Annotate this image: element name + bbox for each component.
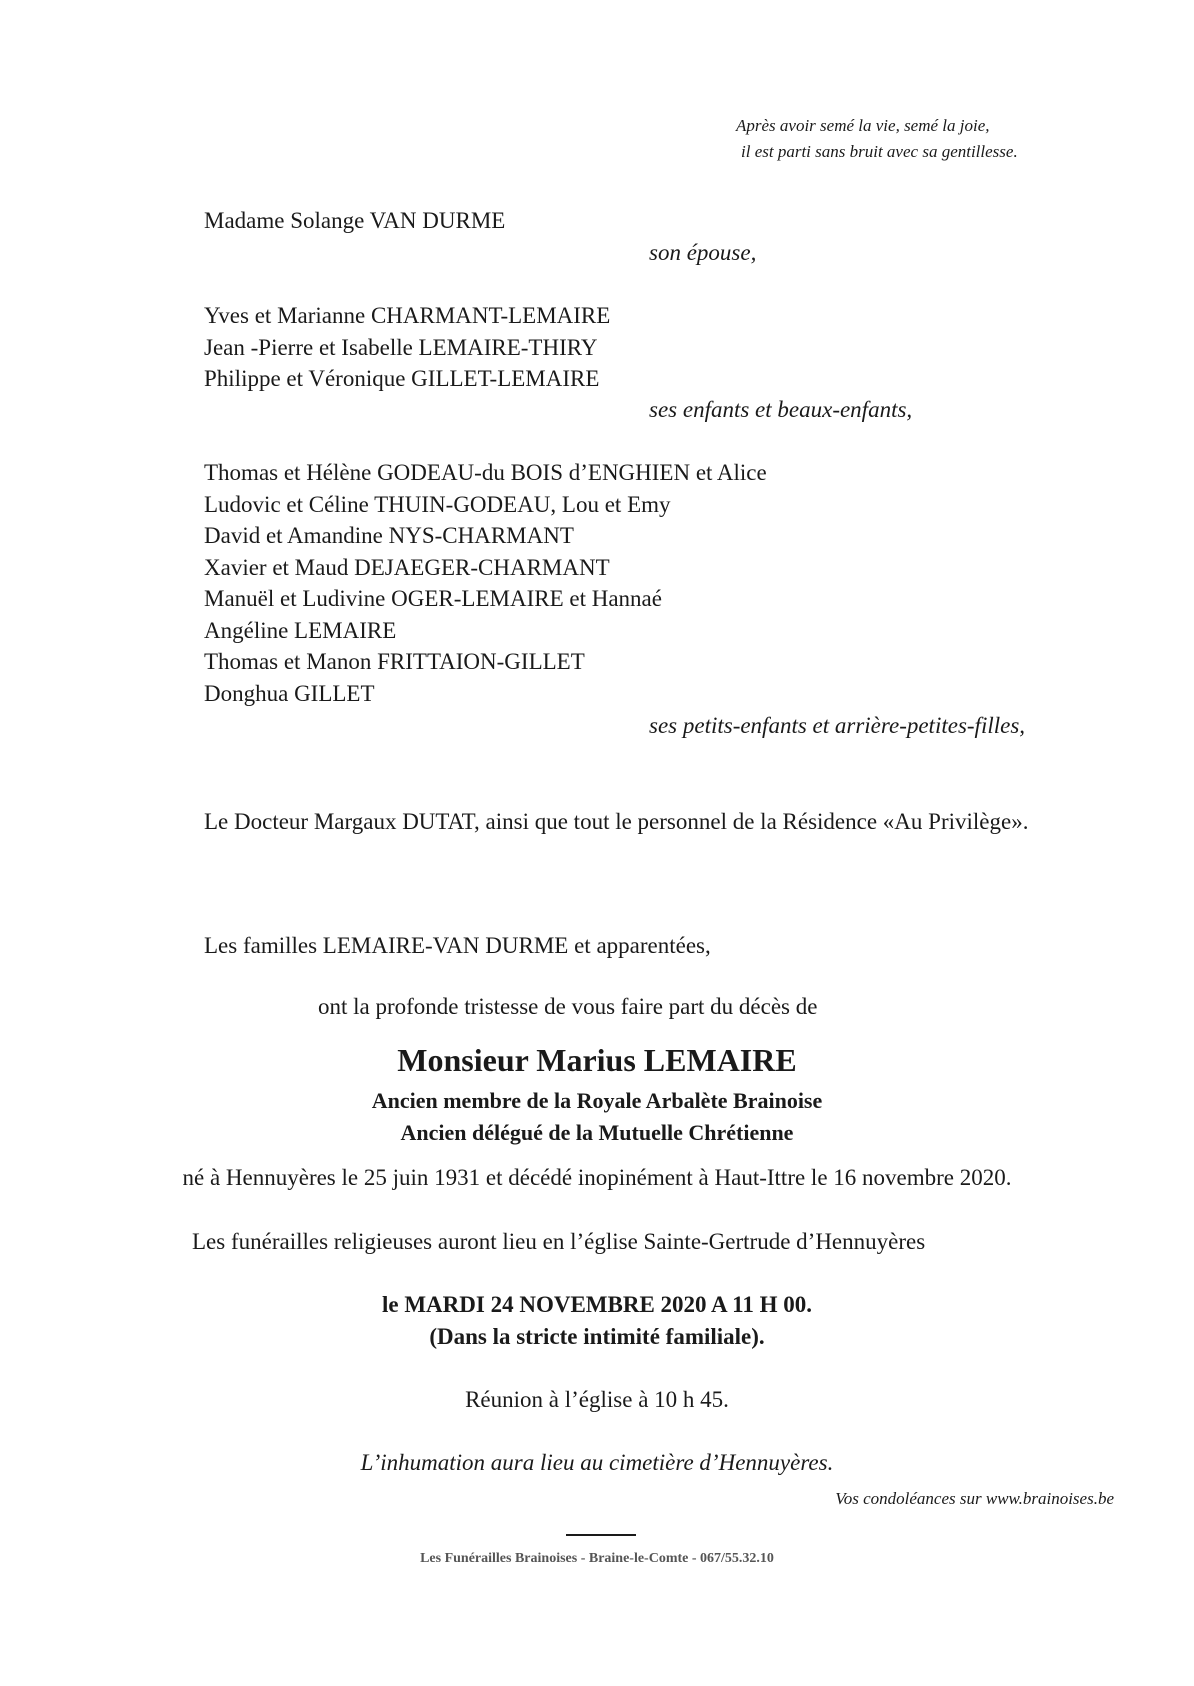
children-relation: ses enfants et beaux-enfants, (649, 397, 913, 422)
grandchildren-list (204, 457, 767, 709)
grandchild-entry: Ludovic et Céline THUIN-GODEAU, Lou et Emy (204, 491, 671, 517)
spouse-relation: son épouse, (649, 240, 757, 265)
grandchild-entry: Thomas et Manon FRITTAION-GILLET (204, 649, 585, 674)
child-entry: Philippe et Véronique GILLET-LEMAIRE (204, 366, 600, 391)
epigraph-line-2: il est parti sans bruit avec sa gentillesse. (741, 142, 1018, 161)
grandchild-entry: Xavier et Maud DEJAEGER-CHARMANT (204, 554, 610, 580)
funeral-date: le MARDI 24 NOVEMBRE 2020 A 11 H 00. (382, 1292, 812, 1317)
grandchildren-relation: ses petits-enfants et arrière-petites-filles, (649, 713, 1026, 738)
child-entry: Jean -Pierre et Isabelle LEMAIRE-THIRY (204, 334, 598, 360)
meeting-line: Réunion à l’église à 10 h 45. (465, 1387, 729, 1412)
condolences-line: Vos condoléances sur www.brainoises.be (835, 1489, 1114, 1508)
children-list (204, 300, 610, 395)
grandchild-entry: Angéline LEMAIRE (204, 617, 397, 643)
epigraph-line-1: Après avoir semé la vie, semé la joie, (736, 116, 990, 135)
families-line: Les familles LEMAIRE-VAN DURME et apparentées, (204, 933, 711, 958)
funeral-note: (Dans la stricte intimité familiale). (429, 1324, 765, 1349)
spouse-name: Madame Solange VAN DURME (204, 208, 506, 233)
deceased-title-1: Ancien membre de la Royale Arbalète Brainoise (371, 1088, 823, 1113)
grandchild-entry: David et Amandine NYS-CHARMANT (204, 523, 574, 548)
funeral-location: Les funérailles religieuses auront lieu en l’église Sainte-Gertrude d’Hennuyères (192, 1229, 926, 1254)
grandchild-entry: Thomas et Hélène GODEAU-du BOIS d’ENGHIEN et Alice (204, 460, 767, 485)
birth-death-line: né à Hennuyères le 25 juin 1931 et décédé inopinément à Haut-Ittre le 16 novembre 2020. (182, 1165, 1012, 1190)
burial-line: L’inhumation aura lieu au cimetière d’Hennuyères. (360, 1450, 834, 1475)
doctor-line: Le Docteur Margaux DUTAT, ainsi que tout le personnel de la Résidence «Au Privilège». (204, 809, 1029, 834)
footer-divider (566, 1534, 636, 1536)
grandchild-entry: Donghua GILLET (204, 680, 375, 706)
child-entry: Yves et Marianne CHARMANT-LEMAIRE (204, 303, 611, 328)
announcement-line: ont la profonde tristesse de vous faire part du décès de (318, 994, 818, 1019)
footer-text: Les Funérailles Brainoises - Braine-le-Comte - 067/55.32.10 (420, 1551, 774, 1566)
grandchild-entry: Manuël et Ludivine OGER-LEMAIRE et Hannaé (204, 586, 662, 611)
deceased-name: Monsieur Marius LEMAIRE (397, 1042, 797, 1078)
deceased-title-2: Ancien délégué de la Mutuelle Chrétienne (400, 1120, 794, 1145)
